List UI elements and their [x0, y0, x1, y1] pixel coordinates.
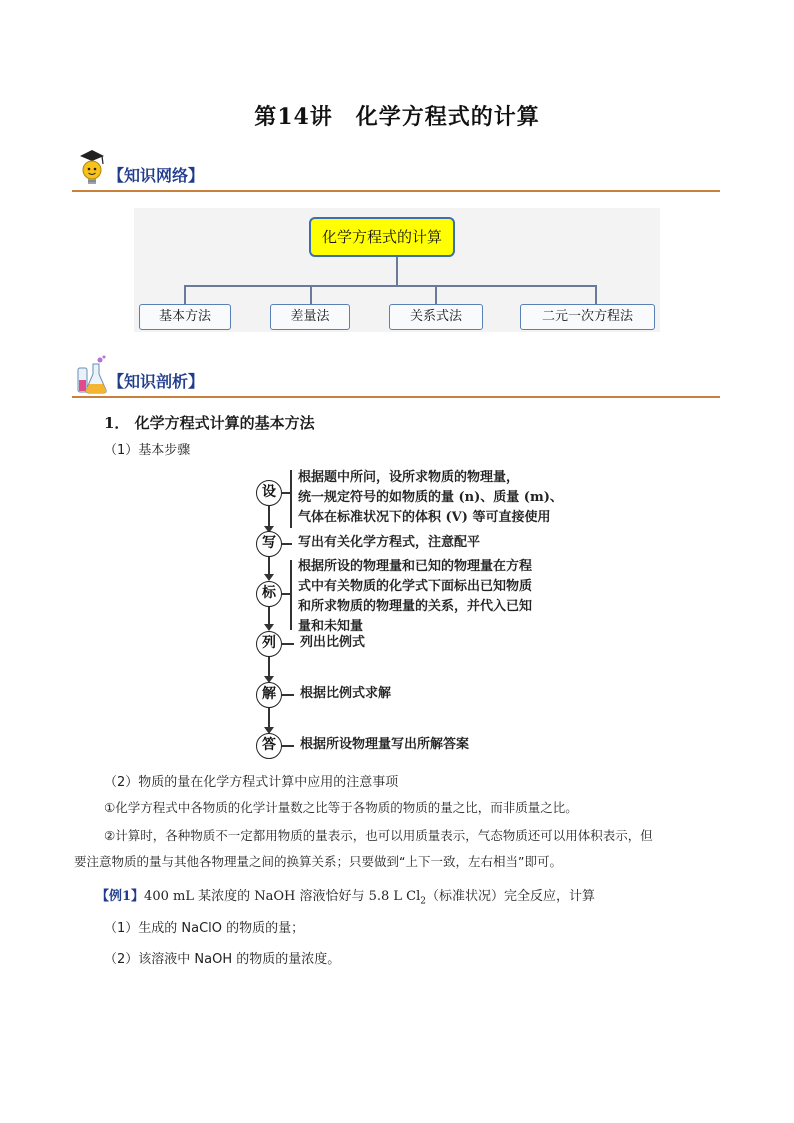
mindmap-connector — [184, 285, 186, 304]
step-connector — [282, 694, 294, 696]
section-label: 【知识剖析】 — [108, 372, 205, 391]
step-connector — [282, 643, 294, 645]
example-label: 【例1】 — [96, 889, 145, 904]
lab-flask-icon — [76, 354, 108, 394]
graduate-bulb-icon — [76, 148, 108, 188]
step-text-answer — [300, 735, 469, 755]
note-paragraph: ①化学方程式中各物质的化学计量数之比等于各物质的物质的量之比，而非质量之比。 — [104, 800, 578, 815]
step-line: 气体在标准状况下的体积 (V) 等可直接使用 — [298, 510, 551, 525]
step-line: 列出比例式 — [300, 635, 366, 650]
example-text: 400 mL 某浓度的 NaOH 溶液恰好与 5.8 L Cl — [144, 889, 421, 904]
step-circle-set: 设 — [256, 480, 282, 506]
step-line: 根据所设物理量写出所解答案 — [300, 737, 470, 752]
step-text-list — [300, 633, 365, 653]
step-circle-list: 列 — [256, 631, 282, 657]
flow-arrow — [264, 574, 274, 581]
mindmap-connector — [396, 257, 398, 285]
step-circle-answer: 答 — [256, 733, 282, 759]
step-circle-solve: 解 — [256, 682, 282, 708]
mindmap-child-node: 关系式法 — [389, 304, 483, 330]
step-line: 统一规定符号的如物质的量 (n)、质量 (m)、 — [298, 490, 563, 505]
mindmap-child-node: 基本方法 — [139, 304, 231, 330]
step-line: 式中有关物质的化学式下面标出已知物质 — [298, 579, 533, 594]
section-header-knowledge-analysis — [72, 348, 720, 398]
step-text-write — [298, 533, 480, 553]
step-text-set — [298, 468, 563, 528]
example-subscript: 2 — [420, 896, 427, 907]
example-subquestion-2: （2）该溶液中 NaOH 的物质的量浓度。 — [104, 952, 341, 967]
step-connector — [282, 543, 292, 545]
mindmap-connector — [184, 285, 596, 287]
note-paragraph: ②计算时，各种物质不一定都用物质的量表示，也可以用质量表示，气态物质还可以用体积表示，但 — [104, 828, 653, 843]
step-line: 量和未知量 — [298, 619, 364, 634]
step-bracket — [290, 560, 292, 630]
step-line: 写出有关化学方程式，注意配平 — [298, 535, 481, 550]
section-header-knowledge-network — [72, 142, 720, 192]
step-text-solve — [300, 684, 391, 704]
step-circle-write: 写 — [256, 531, 282, 557]
flow-arrow — [264, 624, 274, 631]
step-line: 根据所设的物理量和已知的物理量在方程 — [298, 559, 533, 574]
mindmap-connector — [595, 285, 597, 304]
example-subquestion-1: （1）生成的 NaClO 的物质的量； — [104, 921, 305, 936]
step-bracket — [290, 470, 292, 528]
subheading-notes: （2）物质的量在化学方程式计算中应用的注意事项 — [104, 775, 399, 790]
example-question — [96, 885, 595, 907]
step-line: 和所求物质的物理量的关系，并代入已知 — [298, 599, 533, 614]
note-paragraph: 要注意物质的量与其他各物理量之间的换算关系；只要做到“上下一致，左右相当”即可。 — [74, 854, 562, 869]
step-line: 根据比例式求解 — [300, 686, 392, 701]
section-label: 【知识网络】 — [108, 166, 205, 185]
step-circle-mark: 标 — [256, 581, 282, 607]
example-text: （标准状况）完全反应，计算 — [426, 889, 596, 904]
subheading-basic-steps: （1）基本步骤 — [104, 443, 191, 458]
step-line: 根据题中所问，设所求物质的物理量， — [298, 470, 520, 485]
mindmap-child-node: 差量法 — [270, 304, 350, 330]
mindmap-root-node: 化学方程式的计算 — [309, 217, 455, 257]
step-connector — [282, 745, 294, 747]
section-heading: 1． 化学方程式计算的基本方法 — [104, 414, 315, 432]
mindmap-child-node: 二元一次方程法 — [520, 304, 655, 330]
mindmap-connector — [310, 285, 312, 304]
step-text-mark — [298, 557, 532, 637]
page-title: 第14讲 化学方程式的计算 — [254, 104, 540, 130]
mindmap-connector — [435, 285, 437, 304]
